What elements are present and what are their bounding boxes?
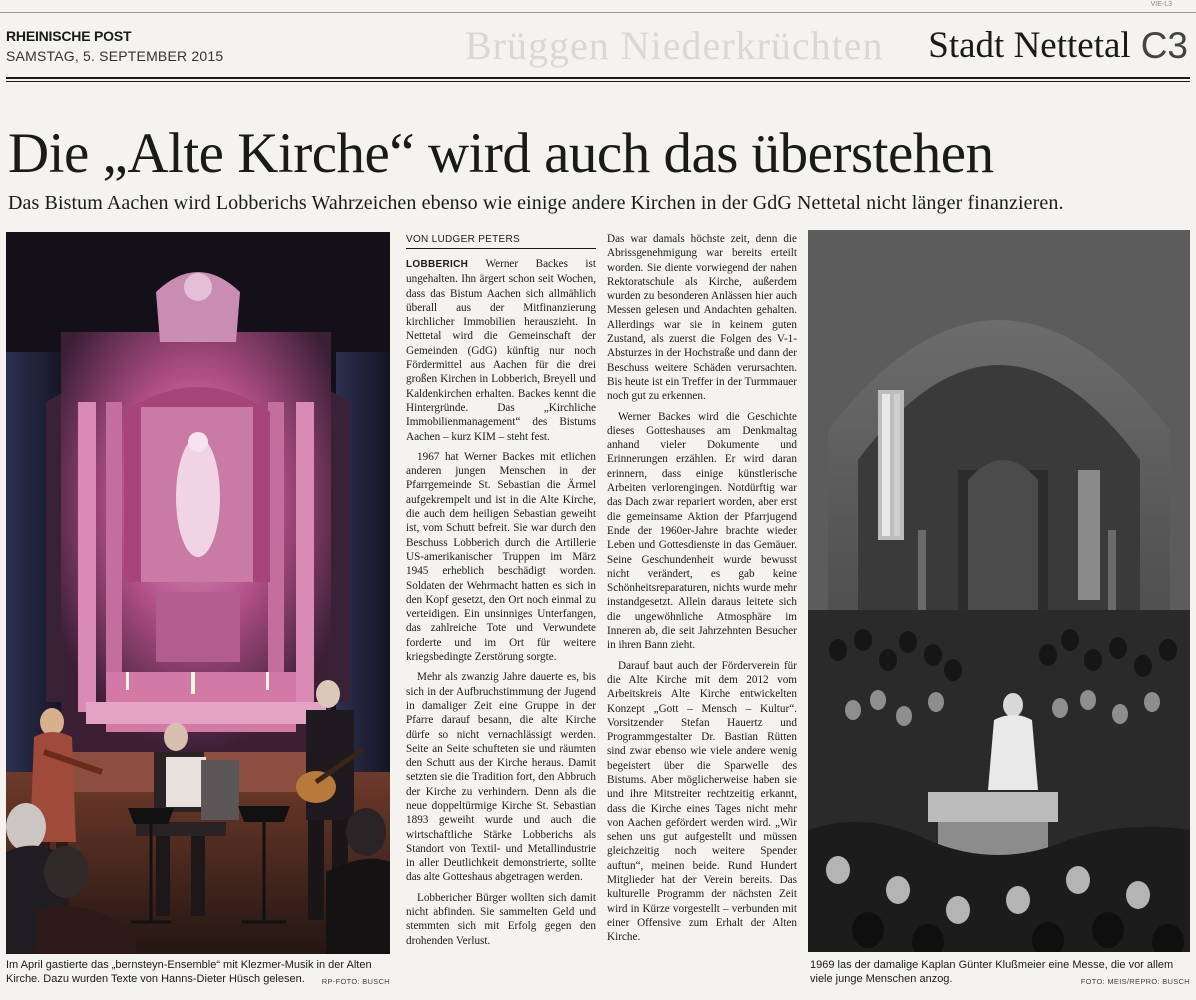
concert-photo	[6, 232, 390, 954]
concert-photo-caption	[6, 958, 390, 989]
masthead	[6, 28, 223, 64]
ghost-print-through: Brüggen Niederkrüchten	[465, 23, 884, 68]
photo-credit: FOTO: MEIS/REPRO: BUSCH	[1080, 977, 1190, 986]
article-column-2	[607, 232, 797, 992]
caption-text: 1969 las der damalige Kaplan Günter Klußmeier eine Messe, die vor allem viele junge Menschen anzog.	[810, 959, 1174, 985]
subheadline: Das Bistum Aachen wird Lobberichs Wahrzeichen ebenso wie einige andere Kirchen in der GdG Nettetal nicht länger finanzieren.	[8, 192, 1064, 214]
paragraph: Werner Backes wird die Geschichte dieses Gotteshauses am Denkmaltag anhand vieler Dokumente und Erinnerungen erzählen. Er wird daran erinnern, dass einige künstlerische Arbeiten verlorengingen. Notdürftig war das Dach zwar repariert worden, aber erst die gemeinsame Aktion der Pfarrjugend Ende der 1960er-Jahre brachte wieder Leben und Gottesdienste in das Gemäuer. Seine Geschundenheit wurde bewusst nicht verändert, es gab keine Schönheitsreparaturen, nichts wurde mehr instandgesetzt. Allein daraus leitete sich die ungewöhnliche Atmosphäre im Inneren ab, die seit Jahrzehnten Besucher in ihren Bann zieht.	[607, 410, 797, 652]
section-title: Stadt Nettetal	[928, 25, 1131, 66]
header-rule-thick	[6, 77, 1190, 79]
section-header	[918, 24, 1188, 67]
paragraph: Mehr als zwanzig Jahre dauerte es, bis sich in der Aufbruchstimmung der Jugend in damaliger Zeit eine Gruppe in der Pfarre darauf besann, die alte Kirche dürfe so nicht vernachlässigt werden. Seite an Seite schufteten sie und räumten den Schutt aus der Kirche heraus. Damit setzten sie die Tradition fort, den Abbruch der Kirche zu verhindern. Denn als die neue doppeltürmige Kirche St. Sebastian 1893 geweiht wurde und auch die wirtschaftliche Stärke Lobberichs als Standort von Textil- und Metallindustrie in aller Deutlichkeit demonstrierte, sollte das alte Gotteshaus abgetragen werden.	[406, 671, 596, 884]
historic-mass-photo	[808, 230, 1190, 952]
paragraph: 1967 hat Werner Backes mit etlichen anderen jungen Menschen in der Pfarrgemeinde St. Sebastian die Ärmel aufgekrempelt und ist in die Alte Kirche, die auch dem heiligen Sebastian geweiht ist, vom Schutt befreit. Sie war durch den Beschuss Lobberich durch die Artillerie US-amerikanischer Truppen im März 1945 erheblich beschädigt worden. Soldaten der Wehrmacht hatten es sich in den Kopf gesetzt, den Ort noch einmal zu verteidigen. Ein unsinniges Unterfangen, das zahlreiche Tote und Verwundete forderte und im Ort für weitere kriegsbedingte Zerstörung sorgte.	[406, 450, 596, 664]
photo-credit: RP-FOTO: BUSCH	[321, 977, 390, 986]
article-column-1	[406, 257, 596, 992]
page-number: C3	[1140, 24, 1188, 66]
top-rule	[0, 12, 1196, 13]
issue-date: SAMSTAG, 5. SEPTEMBER 2015	[6, 48, 224, 64]
dateline: LOBBERICH	[406, 259, 469, 270]
byline: VON LUDGER PETERS	[406, 234, 596, 249]
historic-photo-caption	[810, 958, 1190, 989]
paragraph: Darauf baut auch der Förderverein für die Alte Kirche mit dem 2012 vom Arbeitskreis Alte Kirche entwickelten Konzept „Gott – Mensch – Kultur“. Vorsitzender Stefan Hauertz und Programmgestalter Dr. Bastian Rütten sind zwar ebenso wie viele andere wenig begeistert über die Sparwelle des Bistums. Aber möglicherweise haben sie und ihre Mitstreiter rechtzeitig erkannt, dass die Kirche eines Tages nicht mehr von Aachen gefördert werden wird. „Wir sehen uns gut aufgestellt und müssen gleichzeitig noch weitere Spender auftun“, meinen beide. Rund Hundert Mitglieder hat der Verein bereits. Das kulturelle Programm der nächsten Zeit wird in Kürze vorgestellt – verbunden mit einer Offensive zum Erhalt der Alten Kirche.	[607, 659, 797, 944]
caption-text: Im April gastierte das „bernsteyn-Ensemble“ mit Klezmer-Musik in der Alten Kirche. Dazu wurden Texte von Hanns-Dieter Hüsch gelesen.	[6, 959, 372, 985]
paper-name: RHEINISCHE POST	[6, 28, 132, 44]
paragraph-text: Werner Backes ist ungehalten. Ihn ärgert schon seit Wochen, dass das Bistum Aachen sich allmählich überall aus der Mitfinanzierung kirchlicher Immobilien herauszieht. In Nettetal wird die Gemeinschaft der Gemeinden (GdG) künftig nur noch Fördermittel aus Aachen für die drei großen Kirchen in Lobberich, Breyell und Kaldenkirchen erhalten. Backes kennt die Hintergründe. Das „Kirchliche Immobilienmanagement“ des Bistums Aachen – kurz KIM – steht fest.	[406, 258, 596, 443]
corner-mark: VIE-L3	[1150, 1, 1172, 8]
headline: Die „Alte Kirche“ wird auch das überstehen	[8, 122, 994, 185]
header-rule-thin	[6, 81, 1190, 82]
paragraph	[406, 257, 596, 444]
paragraph: Lobbericher Bürger wollten sich damit nicht abfinden. Sie sammelten Geld und stemmten sich mit Erfolg gegen den drohenden Verlust.	[406, 891, 596, 947]
paragraph: Das war damals höchste zeit, denn die Abrissgenehmigung war bereits erteilt worden. Sie diente vorwiegend der nahen Rektoratschule als Kirche, außerdem wurden zu besonderen Anlässen hier auch Messen gelesen und Andachten gehalten. Allerdings war sie in keinem guten Zustand, als zuerst die Folgen des V-1-Absturzes in der Hochstraße und dann der Beschuss weitere Schäden verursachten. Bis heute ist ein Treffer in der Turmmauer noch gut zu erkennen.	[607, 233, 797, 403]
